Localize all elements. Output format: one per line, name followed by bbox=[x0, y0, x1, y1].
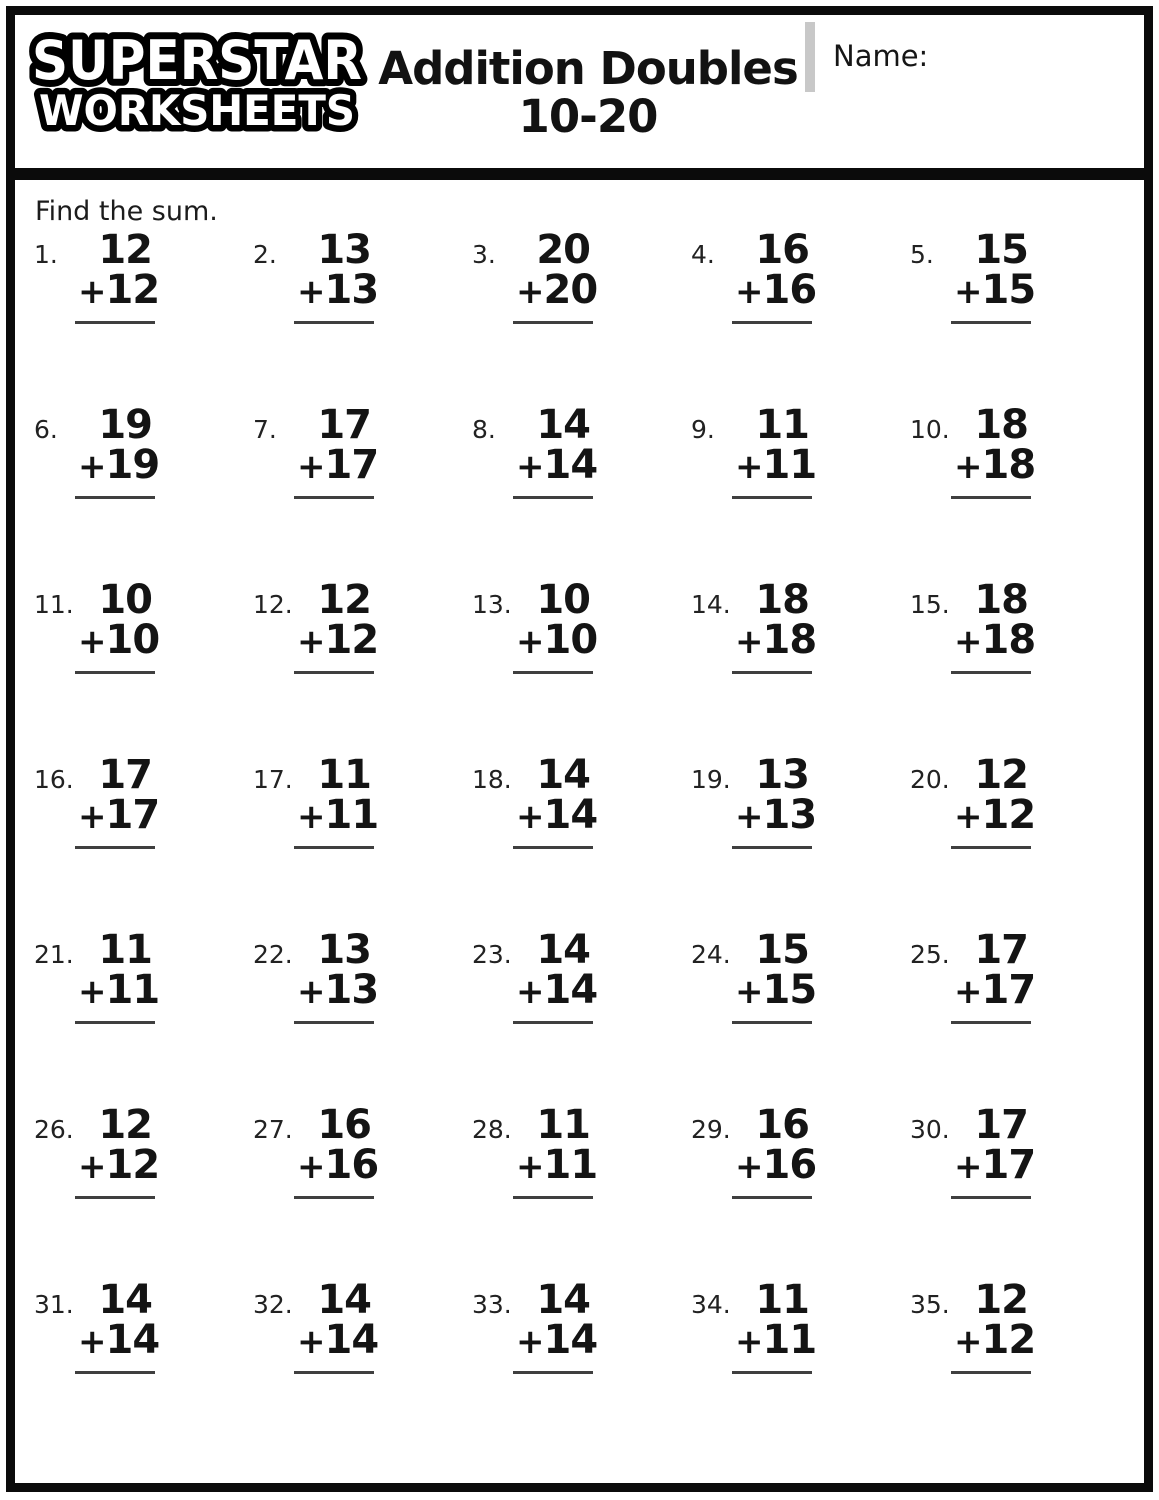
problem-number: 6. bbox=[34, 415, 58, 444]
answer-line bbox=[951, 321, 1031, 324]
plus-icon: + bbox=[516, 797, 544, 837]
addend-top: 11 bbox=[98, 927, 152, 973]
answer-line bbox=[951, 671, 1031, 674]
problem-number: 22. bbox=[253, 940, 293, 969]
addend-bottom-row bbox=[727, 1317, 817, 1363]
plus-icon: + bbox=[954, 272, 982, 312]
problem-body bbox=[946, 1102, 1036, 1199]
addend-bottom-row bbox=[508, 442, 598, 488]
plus-icon: + bbox=[735, 272, 763, 312]
logo-line2: WORKSHEETS bbox=[39, 86, 355, 135]
answer-line bbox=[513, 321, 593, 324]
addend-bottom-row bbox=[946, 792, 1036, 838]
addend-top: 14 bbox=[317, 1277, 371, 1323]
problem-number: 2. bbox=[253, 240, 277, 269]
addend-top: 14 bbox=[536, 927, 590, 973]
problem-body bbox=[946, 1277, 1036, 1374]
problem-number: 16. bbox=[34, 765, 74, 794]
addend-bottom-row bbox=[508, 1317, 598, 1363]
addend-bottom: 16 bbox=[762, 1142, 817, 1188]
addend-top: 18 bbox=[755, 577, 809, 623]
addend-bottom-row bbox=[508, 967, 598, 1013]
addend-top: 15 bbox=[974, 227, 1028, 273]
answer-line bbox=[75, 846, 155, 849]
addend-bottom-row bbox=[508, 792, 598, 838]
plus-icon: + bbox=[735, 797, 763, 837]
problem-number: 34. bbox=[691, 1290, 731, 1319]
problem-body bbox=[289, 577, 379, 674]
answer-line bbox=[75, 1371, 155, 1374]
problem bbox=[460, 925, 679, 1100]
problem-number: 25. bbox=[910, 940, 950, 969]
problem-body bbox=[727, 752, 817, 849]
addend-top: 14 bbox=[536, 402, 590, 448]
answer-line bbox=[294, 1021, 374, 1024]
plus-icon: + bbox=[735, 447, 763, 487]
addend-top: 17 bbox=[974, 1102, 1028, 1148]
answer-line bbox=[951, 1021, 1031, 1024]
problem-body bbox=[508, 402, 598, 499]
addend-top: 12 bbox=[974, 752, 1028, 798]
problem-body bbox=[508, 577, 598, 674]
problem bbox=[22, 925, 241, 1100]
answer-line bbox=[75, 321, 155, 324]
answer-line bbox=[951, 846, 1031, 849]
problem-number: 26. bbox=[34, 1115, 74, 1144]
name-label: Name: bbox=[833, 39, 929, 73]
answer-line bbox=[732, 1196, 812, 1199]
problem bbox=[898, 750, 1117, 925]
addend-top: 16 bbox=[317, 1102, 371, 1148]
plus-icon: + bbox=[297, 797, 325, 837]
plus-icon: + bbox=[516, 972, 544, 1012]
addend-top: 10 bbox=[536, 577, 590, 623]
problem-body bbox=[289, 1277, 379, 1374]
addend-bottom: 12 bbox=[981, 792, 1036, 838]
addend-top: 16 bbox=[755, 227, 809, 273]
addend-bottom: 13 bbox=[324, 267, 379, 313]
addend-bottom: 18 bbox=[981, 617, 1036, 663]
problem-body bbox=[508, 752, 598, 849]
addend-bottom: 17 bbox=[981, 967, 1036, 1013]
plus-icon: + bbox=[954, 972, 982, 1012]
problem-body bbox=[289, 227, 379, 324]
addend-bottom: 13 bbox=[324, 967, 379, 1013]
answer-line bbox=[513, 671, 593, 674]
answer-line bbox=[732, 671, 812, 674]
problem-body bbox=[70, 227, 160, 324]
problem bbox=[460, 400, 679, 575]
problem-number: 29. bbox=[691, 1115, 731, 1144]
addend-top: 19 bbox=[98, 402, 152, 448]
problem bbox=[460, 1275, 679, 1450]
answer-line bbox=[294, 321, 374, 324]
problem bbox=[241, 1275, 460, 1450]
addend-top: 11 bbox=[536, 1102, 590, 1148]
problem-body bbox=[70, 927, 160, 1024]
problem-body bbox=[727, 402, 817, 499]
addend-bottom-row bbox=[727, 792, 817, 838]
problem-number: 17. bbox=[253, 765, 293, 794]
addend-bottom-row bbox=[727, 267, 817, 313]
plus-icon: + bbox=[516, 447, 544, 487]
addend-bottom-row bbox=[946, 267, 1036, 313]
addend-bottom: 11 bbox=[762, 442, 817, 488]
addend-bottom-row bbox=[508, 617, 598, 663]
problem-number: 1. bbox=[34, 240, 58, 269]
addend-top: 17 bbox=[98, 752, 152, 798]
problem-number: 5. bbox=[910, 240, 934, 269]
problem bbox=[679, 400, 898, 575]
addend-top: 11 bbox=[755, 402, 809, 448]
worksheet-header bbox=[15, 15, 1144, 180]
problem-body bbox=[508, 927, 598, 1024]
addend-top: 12 bbox=[98, 227, 152, 273]
addend-top: 13 bbox=[755, 752, 809, 798]
plus-icon: + bbox=[78, 1322, 106, 1362]
addend-bottom: 17 bbox=[105, 792, 160, 838]
answer-line bbox=[732, 1021, 812, 1024]
addend-bottom: 19 bbox=[105, 442, 160, 488]
problem bbox=[898, 400, 1117, 575]
problem bbox=[241, 1100, 460, 1275]
problem-body bbox=[727, 927, 817, 1024]
problem bbox=[460, 750, 679, 925]
problem-body bbox=[946, 577, 1036, 674]
answer-line bbox=[732, 1371, 812, 1374]
addend-bottom: 17 bbox=[324, 442, 379, 488]
plus-icon: + bbox=[735, 622, 763, 662]
problem-number: 28. bbox=[472, 1115, 512, 1144]
problem bbox=[241, 925, 460, 1100]
addend-bottom: 13 bbox=[762, 792, 817, 838]
addend-bottom: 20 bbox=[543, 267, 598, 313]
superstar-worksheets-logo bbox=[21, 23, 373, 141]
problem bbox=[460, 1100, 679, 1275]
plus-icon: + bbox=[297, 622, 325, 662]
plus-icon: + bbox=[735, 1322, 763, 1362]
addend-bottom-row bbox=[946, 967, 1036, 1013]
problem bbox=[22, 1275, 241, 1450]
addend-bottom-row bbox=[727, 442, 817, 488]
addend-bottom-row bbox=[289, 1142, 379, 1188]
answer-line bbox=[513, 846, 593, 849]
addend-bottom-row bbox=[70, 792, 160, 838]
problem-body bbox=[289, 927, 379, 1024]
problem bbox=[22, 1100, 241, 1275]
addend-top: 20 bbox=[536, 227, 590, 273]
addend-top: 13 bbox=[317, 227, 371, 273]
problem bbox=[898, 1275, 1117, 1450]
worksheet-title bbox=[363, 42, 813, 143]
addend-bottom-row bbox=[289, 617, 379, 663]
addend-top: 14 bbox=[536, 1277, 590, 1323]
problem-number: 30. bbox=[910, 1115, 950, 1144]
addend-bottom: 12 bbox=[981, 1317, 1036, 1363]
addend-bottom-row bbox=[70, 1317, 160, 1363]
problem-body bbox=[289, 402, 379, 499]
problem-number: 27. bbox=[253, 1115, 293, 1144]
problem-number: 13. bbox=[472, 590, 512, 619]
addend-bottom: 10 bbox=[105, 617, 160, 663]
problem-body bbox=[289, 752, 379, 849]
plus-icon: + bbox=[78, 972, 106, 1012]
problem-number: 15. bbox=[910, 590, 950, 619]
addend-top: 12 bbox=[974, 1277, 1028, 1323]
problem-number: 11. bbox=[34, 590, 74, 619]
name-divider-bar bbox=[805, 22, 815, 92]
problem bbox=[679, 575, 898, 750]
answer-line bbox=[951, 1371, 1031, 1374]
problem-body bbox=[946, 227, 1036, 324]
addend-bottom-row bbox=[508, 267, 598, 313]
problem bbox=[241, 750, 460, 925]
problem bbox=[679, 1100, 898, 1275]
addend-bottom-row bbox=[508, 1142, 598, 1188]
addend-bottom: 14 bbox=[543, 967, 598, 1013]
addend-bottom-row bbox=[727, 967, 817, 1013]
problem bbox=[460, 575, 679, 750]
addend-bottom: 12 bbox=[324, 617, 379, 663]
addend-bottom-row bbox=[289, 967, 379, 1013]
addend-bottom: 11 bbox=[324, 792, 379, 838]
addend-bottom: 14 bbox=[543, 442, 598, 488]
problem-body bbox=[946, 402, 1036, 499]
addend-bottom-row bbox=[946, 617, 1036, 663]
addend-bottom-row bbox=[946, 1317, 1036, 1363]
plus-icon: + bbox=[78, 622, 106, 662]
plus-icon: + bbox=[516, 622, 544, 662]
title-line2: 10-20 bbox=[518, 89, 658, 143]
problem-number: 14. bbox=[691, 590, 731, 619]
problem bbox=[22, 225, 241, 400]
problem-number: 18. bbox=[472, 765, 512, 794]
problem-body bbox=[70, 1277, 160, 1374]
addend-top: 11 bbox=[755, 1277, 809, 1323]
problem-number: 10. bbox=[910, 415, 950, 444]
addend-top: 15 bbox=[755, 927, 809, 973]
problem-body bbox=[70, 402, 160, 499]
plus-icon: + bbox=[516, 1147, 544, 1187]
problem-body bbox=[727, 227, 817, 324]
answer-line bbox=[513, 1371, 593, 1374]
answer-line bbox=[951, 1196, 1031, 1199]
plus-icon: + bbox=[516, 1322, 544, 1362]
problem-number: 20. bbox=[910, 765, 950, 794]
addend-bottom: 11 bbox=[543, 1142, 598, 1188]
problem-number: 33. bbox=[472, 1290, 512, 1319]
addend-top: 13 bbox=[317, 927, 371, 973]
answer-line bbox=[513, 1196, 593, 1199]
answer-line bbox=[294, 846, 374, 849]
addend-bottom-row bbox=[70, 617, 160, 663]
addend-bottom-row bbox=[70, 1142, 160, 1188]
problem-number: 9. bbox=[691, 415, 715, 444]
answer-line bbox=[513, 1021, 593, 1024]
problem-body bbox=[946, 927, 1036, 1024]
addend-bottom-row bbox=[289, 792, 379, 838]
problem-number: 19. bbox=[691, 765, 731, 794]
problem-number: 35. bbox=[910, 1290, 950, 1319]
problem bbox=[898, 575, 1117, 750]
plus-icon: + bbox=[954, 1322, 982, 1362]
problem-body bbox=[727, 1277, 817, 1374]
addend-bottom: 14 bbox=[543, 792, 598, 838]
plus-icon: + bbox=[954, 622, 982, 662]
problem-number: 7. bbox=[253, 415, 277, 444]
addend-top: 18 bbox=[974, 402, 1028, 448]
worksheet-page bbox=[6, 6, 1153, 1492]
problem bbox=[679, 750, 898, 925]
problem-body bbox=[727, 577, 817, 674]
addend-bottom-row bbox=[70, 967, 160, 1013]
problems-grid bbox=[22, 225, 1117, 1450]
addend-bottom: 10 bbox=[543, 617, 598, 663]
problem bbox=[898, 1100, 1117, 1275]
problem-body bbox=[70, 1102, 160, 1199]
answer-line bbox=[75, 1021, 155, 1024]
addend-top: 14 bbox=[536, 752, 590, 798]
addend-bottom-row bbox=[289, 267, 379, 313]
problem bbox=[22, 400, 241, 575]
addend-bottom: 15 bbox=[762, 967, 817, 1013]
plus-icon: + bbox=[297, 272, 325, 312]
plus-icon: + bbox=[78, 797, 106, 837]
addend-bottom: 12 bbox=[105, 267, 160, 313]
problem-body bbox=[727, 1102, 817, 1199]
answer-line bbox=[294, 496, 374, 499]
addend-bottom: 14 bbox=[543, 1317, 598, 1363]
problem bbox=[679, 925, 898, 1100]
addend-bottom: 14 bbox=[324, 1317, 379, 1363]
problem bbox=[679, 1275, 898, 1450]
addend-top: 10 bbox=[98, 577, 152, 623]
plus-icon: + bbox=[954, 797, 982, 837]
problem-number: 21. bbox=[34, 940, 74, 969]
answer-line bbox=[75, 671, 155, 674]
answer-line bbox=[732, 321, 812, 324]
addend-top: 11 bbox=[317, 752, 371, 798]
problem-number: 8. bbox=[472, 415, 496, 444]
problem bbox=[241, 575, 460, 750]
problem bbox=[898, 225, 1117, 400]
answer-line bbox=[513, 496, 593, 499]
addend-top: 17 bbox=[974, 927, 1028, 973]
addend-bottom-row bbox=[289, 1317, 379, 1363]
addend-bottom: 18 bbox=[762, 617, 817, 663]
addend-bottom-row bbox=[727, 617, 817, 663]
plus-icon: + bbox=[954, 1147, 982, 1187]
addend-bottom: 16 bbox=[324, 1142, 379, 1188]
answer-line bbox=[732, 846, 812, 849]
addend-bottom: 14 bbox=[105, 1317, 160, 1363]
answer-line bbox=[294, 1371, 374, 1374]
problem-body bbox=[946, 752, 1036, 849]
problem-body bbox=[289, 1102, 379, 1199]
plus-icon: + bbox=[297, 972, 325, 1012]
problem-number: 3. bbox=[472, 240, 496, 269]
addend-bottom: 11 bbox=[762, 1317, 817, 1363]
problem bbox=[241, 400, 460, 575]
problem-number: 24. bbox=[691, 940, 731, 969]
addend-bottom-row bbox=[946, 1142, 1036, 1188]
addend-bottom-row bbox=[70, 267, 160, 313]
answer-line bbox=[294, 1196, 374, 1199]
problem-body bbox=[508, 227, 598, 324]
logo-line1: SUPERSTAR bbox=[32, 29, 362, 92]
addend-bottom: 11 bbox=[105, 967, 160, 1013]
plus-icon: + bbox=[78, 447, 106, 487]
problem bbox=[679, 225, 898, 400]
addend-bottom: 15 bbox=[981, 267, 1036, 313]
problem-number: 31. bbox=[34, 1290, 74, 1319]
plus-icon: + bbox=[735, 1147, 763, 1187]
answer-line bbox=[951, 496, 1031, 499]
addend-top: 14 bbox=[98, 1277, 152, 1323]
addend-bottom: 17 bbox=[981, 1142, 1036, 1188]
addend-bottom-row bbox=[70, 442, 160, 488]
addend-top: 12 bbox=[98, 1102, 152, 1148]
addend-bottom: 16 bbox=[762, 267, 817, 313]
problem-number: 4. bbox=[691, 240, 715, 269]
plus-icon: + bbox=[297, 447, 325, 487]
problem bbox=[241, 225, 460, 400]
problem bbox=[22, 750, 241, 925]
addend-bottom: 12 bbox=[105, 1142, 160, 1188]
plus-icon: + bbox=[297, 1147, 325, 1187]
answer-line bbox=[294, 671, 374, 674]
problem-number: 12. bbox=[253, 590, 293, 619]
plus-icon: + bbox=[78, 1147, 106, 1187]
problem bbox=[898, 925, 1117, 1100]
addend-bottom: 18 bbox=[981, 442, 1036, 488]
problem bbox=[460, 225, 679, 400]
addend-top: 16 bbox=[755, 1102, 809, 1148]
plus-icon: + bbox=[78, 272, 106, 312]
problem-number: 32. bbox=[253, 1290, 293, 1319]
title-line1: Addition Doubles bbox=[378, 42, 798, 95]
problem-body bbox=[70, 752, 160, 849]
answer-line bbox=[75, 496, 155, 499]
plus-icon: + bbox=[954, 447, 982, 487]
answer-line bbox=[732, 496, 812, 499]
plus-icon: + bbox=[516, 272, 544, 312]
instruction-text: Find the sum. bbox=[35, 196, 218, 227]
problem-body bbox=[508, 1277, 598, 1374]
addend-bottom-row bbox=[727, 1142, 817, 1188]
addend-top: 12 bbox=[317, 577, 371, 623]
addend-bottom-row bbox=[289, 442, 379, 488]
problem-body bbox=[508, 1102, 598, 1199]
plus-icon: + bbox=[735, 972, 763, 1012]
problem-number: 23. bbox=[472, 940, 512, 969]
addend-top: 18 bbox=[974, 577, 1028, 623]
plus-icon: + bbox=[297, 1322, 325, 1362]
answer-line bbox=[75, 1196, 155, 1199]
addend-bottom-row bbox=[946, 442, 1036, 488]
problem-body bbox=[70, 577, 160, 674]
problem bbox=[22, 575, 241, 750]
addend-top: 17 bbox=[317, 402, 371, 448]
